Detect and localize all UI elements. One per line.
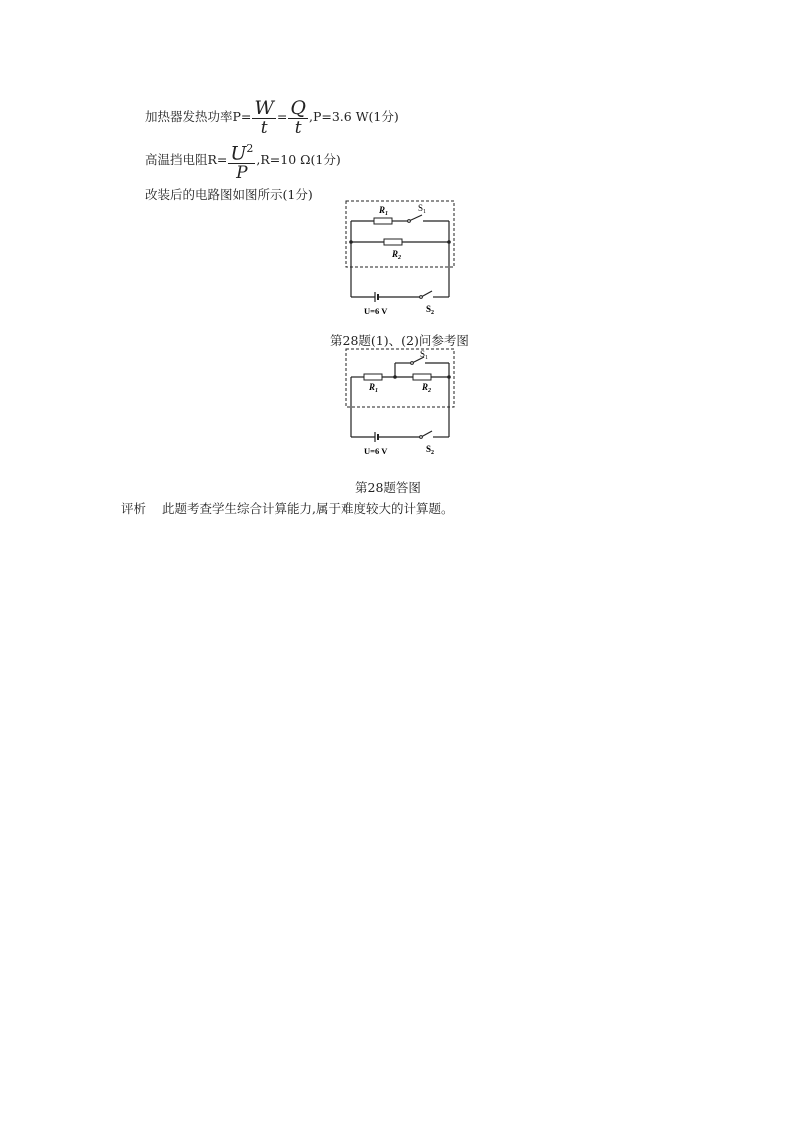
resistance-formula-line	[145, 139, 341, 182]
fraction-denominator: t	[288, 118, 308, 137]
r1-label: $R_1$	[379, 205, 389, 217]
answer-circuit-diagram	[340, 346, 460, 460]
voltage-symbol: U	[230, 142, 247, 165]
resistor-r2	[384, 239, 402, 245]
junction-right	[447, 240, 451, 244]
analysis-label: 评析	[121, 501, 147, 516]
power-formula-prefix: 加热器发热功率P=	[145, 109, 252, 124]
equals-sign: =	[276, 109, 288, 124]
dashed-enclosure	[346, 349, 454, 407]
analysis-line	[121, 499, 453, 517]
work-over-time-fraction	[252, 98, 276, 137]
heat-over-time-fraction	[288, 98, 308, 137]
switch-s1-blade	[410, 215, 422, 221]
resistor-r1	[374, 218, 392, 224]
voltage-label: U=6 V	[364, 446, 388, 456]
fraction-numerator: W	[254, 97, 274, 119]
power-formula-line	[145, 98, 399, 137]
fraction-numerator: Q	[290, 97, 306, 119]
r1-label: $R_1$	[369, 382, 379, 394]
voltage-squared-over-power-fraction	[228, 139, 255, 182]
resistor-r2	[413, 374, 431, 380]
exponent: 2	[246, 142, 254, 155]
switch-s2-blade	[422, 431, 432, 437]
fraction-numerator	[228, 139, 255, 163]
s2-label: $S_2$	[426, 304, 435, 316]
junction-middle	[393, 375, 397, 379]
reference-circuit-diagram	[340, 196, 460, 320]
figure2-caption: 第28题答图	[355, 480, 421, 495]
r2-label: $R_2$	[422, 382, 432, 394]
fraction-denominator: P	[228, 163, 255, 182]
s1-label: $S_1$	[420, 349, 429, 361]
r2-label: $R_2$	[392, 249, 402, 261]
junction-right	[447, 375, 451, 379]
power-result: ,P=3.6 W(1分)	[308, 109, 399, 124]
fraction-denominator: t	[252, 118, 276, 137]
junction-left	[349, 240, 353, 244]
figure1-caption: 第28题(1)、(2)问参考图	[330, 333, 469, 348]
voltage-label: U=6 V	[364, 306, 388, 316]
analysis-text: 此题考查学生综合计算能力,属于难度较大的计算题。	[162, 501, 454, 516]
resistor-r1	[364, 374, 382, 380]
s1-label: $S_1$	[418, 203, 427, 215]
resistance-result: ,R=10 Ω(1分)	[256, 152, 341, 168]
resistance-formula-prefix: 高温挡电阻R=	[145, 152, 228, 168]
modified-circuit-line: 改装后的电路图如图所示(1分)	[145, 187, 313, 202]
s2-label: $S_2$	[426, 444, 435, 456]
switch-s2-blade	[422, 291, 432, 297]
